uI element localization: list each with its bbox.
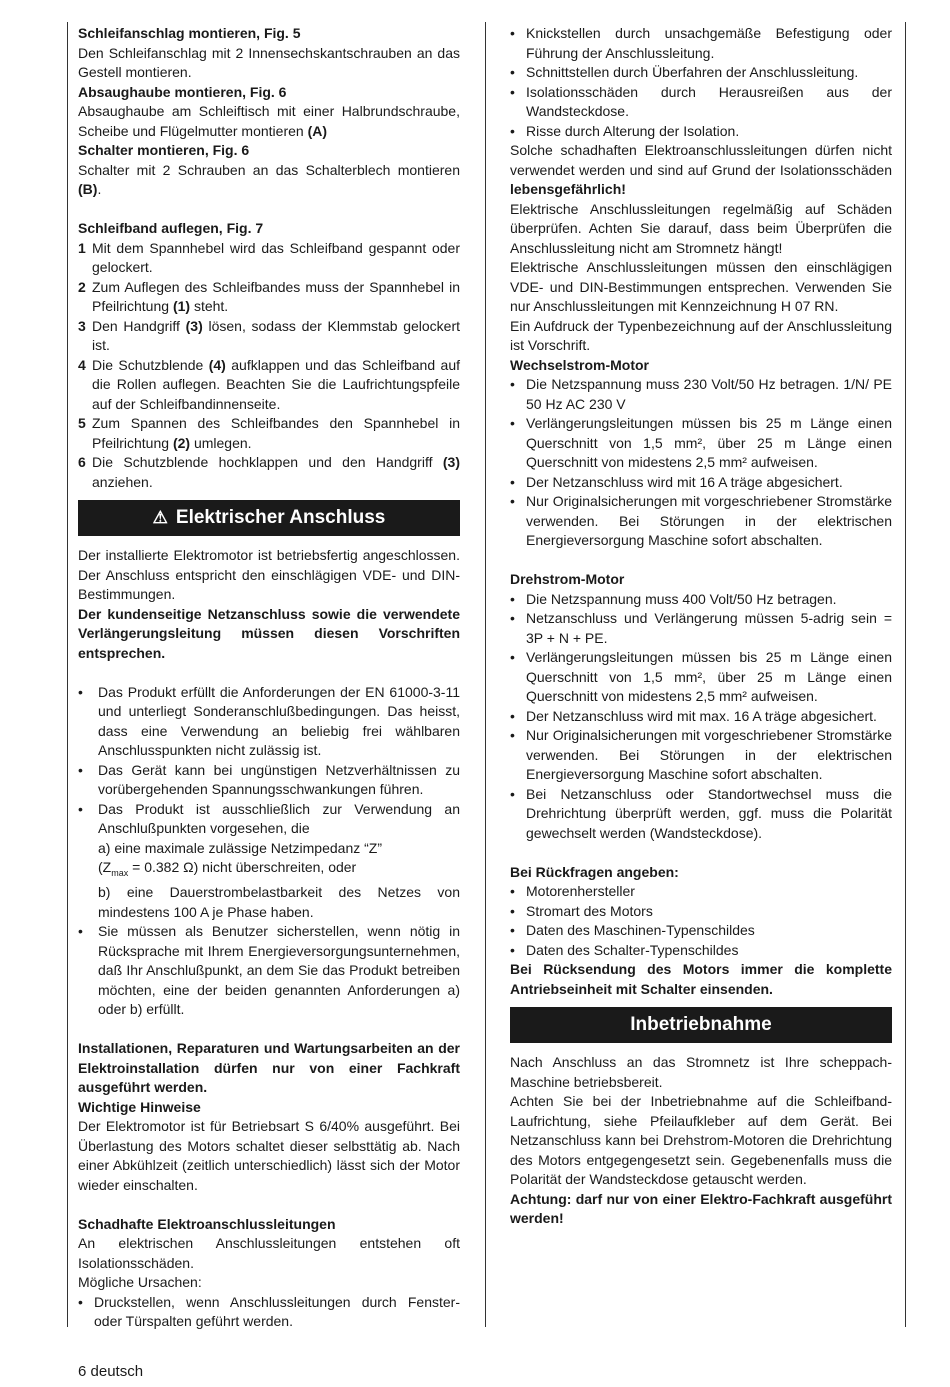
paragraph: Nach Anschluss an das Stromnetz ist Ihre scheppach-Maschine betriebsbereit. — [510, 1054, 892, 1090]
bold-notice: Achtung: darf nur von einer Elektro-Fachkraft ausgeführt werden! — [510, 1190, 892, 1226]
bullet-item: • Bei Netzanschluss oder Standortwechsel muss die Drehrichtung überprüft werden, ggf. muss die Polarität gewechselt werden (Wandsteckdose). — [510, 785, 892, 841]
section-banner-commissioning — [510, 1007, 892, 1043]
bullet-item: • Druckstellen, wenn Anschlussleitungen durch Fenster- oder Türspalten geführt werden. — [78, 1293, 460, 1330]
bullet-item: • Das Produkt ist ausschließlich zur Verwendung an Anschlußpunkten vorgesehen, die a) eine maximale zulässige Netzimpedanz “Z” ($Z_{max} = 0.382$ Ω) nicht überschreiten, oder b) eine Dauerstrombelastbarkeit des Netzes von mindestens 100 A je Phase haben. — [78, 800, 460, 920]
paragraph: Elektrische Anschlussleitungen regelmäßig auf Schäden überprüfen. Achten Sie darauf, dass beim Überprüfen die Anschlussleitung nicht am Stromnetz hängt! — [510, 200, 892, 256]
column-divider — [485, 22, 486, 1327]
bold-notice: Der kundenseitige Netzanschluss sowie die verwendete Verlängerungsleitung müssen diesen Vorschriften entsprechen. — [78, 605, 460, 661]
bullet-item: • Daten des Schalter-Typenschildes — [510, 941, 739, 958]
bullet-item: • Netzanschluss und Verlängerung müssen 5-adrig sein = 3P + N + PE. — [510, 610, 892, 646]
bullet-item: • Verlängerungsleitungen müssen bis 25 m Länge einen Querschnitt von 1,5 mm², über 25 m Länge einen Querschnitt von midestens 2,5 mm² aufweisen. — [510, 415, 892, 470]
section-heading: Schadhafte Elektroanschlussleitungen — [78, 1215, 336, 1232]
section-heading: Bei Rückfragen angeben: — [510, 863, 679, 880]
section-heading: Schalter montieren, Fig. 6 — [78, 142, 250, 158]
bullet-item: • Motorenhersteller — [510, 883, 635, 899]
bullet-item: • Sie müssen als Benutzer sicherstellen, wenn nötig in Rücksprache mit Ihrem Energieversorgungsunternehmen, daß Ihr Anschlußpunkt, an dem Sie das Produkt betreiben möchten, eine der beiden genannten Anforderungen a) oder b) erfüllt. — [78, 923, 460, 1018]
bullet-item: • Verlängerungsleitungen müssen bis 25 m Länge einen Querschnitt von 1,5 mm², über 25 m Länge einen Querschnitt von midestens 2,5 mm² aufweisen. — [510, 649, 892, 704]
bold-notice: Installationen, Reparaturen und Wartungsarbeiten an der Elektroinstallation dürfen nur von einer Fachkraft ausgeführt werden. — [78, 1040, 460, 1096]
numbered-step: 5 Zum Spannen des Schleifbandes den Spannhebel in Pfeilrichtung (2) umlegen. — [78, 415, 460, 451]
bullet-item: • Das Produkt erfüllt die Anforderungen der EN 61000-3-11 und unterliegt Sonderanschlußbedingungen. Das heisst, dass eine Verwendung an beliebig frei wählbaren Anschlusspunkten nicht zulässig ist. — [78, 683, 460, 758]
bullet-item: • Die Netzspannung muss 230 Volt/50 Hz betragen. 1/N/ PE 50 Hz AC 230 V — [510, 376, 892, 412]
section-heading: Drehstrom-Motor — [510, 571, 625, 587]
bullet-item: • Daten des Maschinen-Typenschildes — [510, 922, 755, 938]
bullet-item: • Nur Originalsicherungen mit vorgeschriebener Stromstärke verwenden. Bei Störungen in der elektrischen Energieversorgung Maschine sofort abschalten. — [510, 727, 892, 782]
paragraph: Den Schleifanschlag mit 2 Innensechskantschrauben an das Gestell montieren. — [78, 44, 460, 80]
paragraph: Mögliche Ursachen: — [78, 1274, 202, 1291]
section-heading: Absaughaube montieren, Fig. 6 — [78, 83, 287, 100]
danger-emphasis: lebensgefährlich! — [510, 181, 626, 197]
bold-notice: Bei Rücksendung des Motors immer die komplette Antriebseinheit mit Schalter einsenden. — [510, 961, 892, 997]
paragraph: Elektrische Anschlussleitungen müssen den einschlägigen VDE- und DIN-Bestimmungen entsprechen. Verwenden Sie nur Anschlussleitungen mit Kennzeichnung H 07 RN. — [510, 259, 892, 314]
left-border-line — [67, 22, 68, 1327]
paragraph: Achten Sie bei der Inbetriebnahme auf die Schleifband-Laufrichtung, siehe Pfeilaufkleber auf dem Gerät. Bei Netzanschluss kann bei Drehstrom-Motoren die Drehrichtung des Motors entgegengesetzt sein. Gegebenenfalls muss die Polarität der Wandsteckdose getauscht werden. — [510, 1093, 892, 1187]
bullet-item: • Die Netzspannung muss 400 Volt/50 Hz betragen. — [510, 590, 837, 607]
bullet-item: • Der Netzanschluss wird mit max. 16 A träge abgesichert. — [510, 707, 877, 724]
bullet-item: • Stromart des Motors — [510, 902, 653, 919]
paragraph: An elektrischen Anschlussleitungen entstehen oft Isolationsschäden. — [78, 1235, 460, 1271]
bullet-item: • Isolationsschäden durch Herausreißen aus der Wandsteckdose. — [510, 83, 892, 119]
right-column — [510, 24, 892, 1229]
banner-title: Elektrischer Anschluss — [175, 507, 386, 529]
section-heading: Schleifanschlag montieren, Fig. 5 — [78, 25, 301, 41]
section-banner-electrical — [78, 500, 460, 536]
paragraph: Der Elektromotor ist für Betriebsart S 6/40% ausgeführt. Bei Überlastung des Motors schaltet dieser selbsttätig ab. Nach einer Abkühlzeit (zeitlich unterschiedlich) lässt sich der Motor wieder einschalten. — [78, 1118, 460, 1193]
bullet-item: • Schnittstellen durch Überfahren der Anschlussleitung. — [510, 64, 859, 80]
figure-reference: (B) — [78, 181, 98, 197]
section-heading: Wichtige Hinweise — [78, 1098, 201, 1115]
bullet-item: • Das Gerät kann bei ungünstigen Netzverhältnissen zu vorübergehenden Spannungsschwankungen führen. — [78, 761, 460, 797]
paragraph: Absaughaube am Schleiftisch mit einer Halbrundschraube, Scheibe und Flügelmutter montieren (A) — [78, 103, 460, 139]
warning-triangle-icon: ⚠ — [152, 508, 168, 528]
right-border-line — [905, 22, 906, 1327]
section-heading: Schleifband auflegen, Fig. 7 — [78, 220, 264, 236]
numbered-step: 6 Die Schutzblende hochklappen und den Handgriff (3) anziehen. — [78, 454, 461, 490]
paragraph: Solche schadhaften Elektroanschlussleitungen dürfen nicht verwendet werden und sind auf Grund der Isolationsschäden lebensgefährlich! — [510, 142, 892, 197]
page-footer: 6 deutsch — [78, 1363, 144, 1380]
bullet-item: • Risse durch Alterung der Isolation. — [510, 122, 740, 139]
paragraph: Ein Aufdruck der Typenbezeichnung auf der Anschlussleitung ist Vorschrift. — [510, 317, 892, 353]
paragraph: Der installierte Elektromotor ist betriebsfertig angeschlossen. Der Anschluss entspricht den einschlägigen VDE- und DIN-Bestimmungen. — [78, 547, 460, 602]
banner-title: Inbetriebnahme — [630, 1014, 772, 1036]
bullet-item: • Knickstellen durch unsachgemäße Befestigung oder Führung der Anschlussleitung. — [510, 25, 892, 61]
figure-reference: (A) — [307, 122, 328, 139]
bullet-item: • Der Netzanschluss wird mit 16 A träge abgesichert. — [510, 473, 843, 490]
numbered-step: 3 Den Handgriff (3) lösen, sodass der Klemmstab gelockert ist. — [78, 317, 461, 353]
paragraph: Schalter mit 2 Schrauben an das Schalterblech montieren (B). — [78, 161, 460, 197]
section-heading: Wechselstrom-Motor — [510, 356, 649, 373]
bullet-item: • Nur Originalsicherungen mit vorgeschriebener Stromstärke verwenden. Bei Störungen in der elektrischen Energieversorgung Maschine sofort abschalten. — [510, 493, 892, 548]
left-column — [78, 24, 460, 1332]
numbered-step: 1 Mit dem Spannhebel wird das Schleifband gespannt oder gelockert. — [78, 239, 460, 275]
numbered-step: 2 Zum Auflegen des Schleifbandes muss der Spannhebel in Pfeilrichtung (1) steht. — [78, 278, 460, 314]
numbered-step: 4 Die Schutzblende (4) aufklappen und das Schleifband auf die Rollen auflegen. Beachten Sie die Laufrichtungspfeile auf der Schleifbandinnenseite. — [78, 356, 460, 412]
